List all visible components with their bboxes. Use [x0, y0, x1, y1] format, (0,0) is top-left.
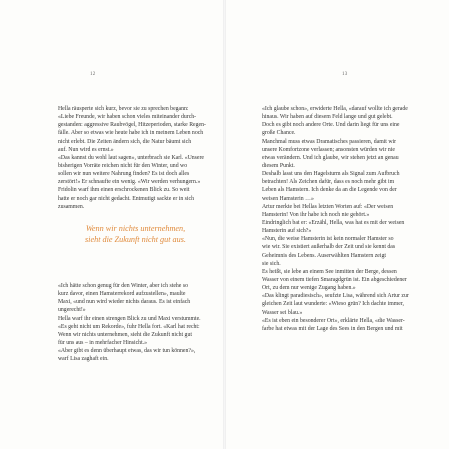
text-line: etwas verändern. Und ich glaube, wir stehen jetzt an genau — [262, 154, 399, 161]
text-line: auf. Nun wird es ernst.» — [58, 146, 114, 153]
pull-quote-line: Wenn wir nichts unternehmen, — [85, 224, 186, 233]
pull-quote — [58, 224, 213, 245]
text-line: für uns aus – in mehrfacher Hinsicht.» — [58, 339, 148, 346]
text-line: «Liebe Freunde, wir haben schon vieles miteinander durch- — [58, 114, 197, 121]
text-line: große Chance. — [262, 130, 296, 137]
text-line: «Das klingt paradiesisch», seufzte Lisa, während sich Artur zur — [262, 293, 409, 300]
text-line: warf Lisa zaghaft ein. — [58, 356, 109, 363]
text-line: «Das kannst du wohl laut sagen», unterbrach sie Karl. «Unsere — [58, 154, 205, 161]
text-line: sollen wir nun weitere Nahrung finden? Es ist doch alles — [58, 171, 190, 178]
text-line: diesem Punkt. — [262, 162, 295, 169]
text-line: Leben als Hamstern. Ich denke da an die Legende von der — [262, 187, 397, 194]
text-line: unsere Komfortzone verlassen; ansonsten würden wir nie — [262, 146, 395, 153]
text-line: «Es ist eben ein besonderer Ort», erklärte Hella, «die Wasser- — [262, 317, 405, 324]
text-line: weisen Hamsterin …» — [262, 195, 314, 202]
text-line: zusammen. — [58, 203, 85, 210]
text-line: Hamsterin auf sich?» — [262, 228, 312, 235]
text-line: Fridolin warf ihm einen erschrockenen Blick zu. So weit — [58, 187, 190, 194]
text-line: bisherigen Vorräte reichen nicht für den Winter, und wo — [58, 162, 188, 169]
text-line: Wenn wir nichts unternehmen, sieht die Zukunft nicht gut — [58, 331, 192, 338]
text-line: zerstört!» Er schnaufte ein wenig. «Wir werden verhungern.» — [58, 179, 201, 186]
body-text — [262, 105, 422, 333]
text-line: Ort, zu dem nur wenige Zugang haben.» — [262, 285, 356, 292]
text-line: fälle. Aber so etwas wie heute habe ich in meinem Leben noch — [58, 130, 204, 137]
right-page — [226, 0, 449, 449]
text-line: wie wir. Sie existiert außerhalb der Zeit und sie kennt das — [262, 244, 396, 251]
text-line: Maxi, «und nun wird wieder nichts daraus. Es ist einfach — [58, 299, 191, 306]
body-text-block-1 — [58, 105, 213, 211]
page-number: 13 — [342, 72, 348, 77]
text-line: «Aber gibt es denn überhaupt etwas, das wir tun können?», — [58, 348, 196, 355]
body-text-block-2 — [58, 282, 213, 363]
text-line: Hella räusperte sich kurz, bevor sie zu sprechen begann: — [58, 106, 189, 112]
text-line: kurz davor, einen Hamsterrekord aufzustellen», maulte — [58, 291, 186, 298]
text-line: Es heißt, sie lebe an einem See inmitten der Berge, dessen — [262, 268, 397, 275]
text-line: farbe hat etwas mit der Lage des Sees in den Bergen und mit — [262, 325, 403, 332]
text-line: Hamsterin! Von ihr habe ich noch nie gehört.» — [262, 211, 370, 218]
text-line: Eindringlich bat er: «Erzähl, Hella, was hat es mit der weisen — [262, 219, 405, 226]
text-line: Geheimnis des Lebens. Auserwählten Hamstern zeigt — [262, 252, 386, 259]
text-line: betrachten! Als Zeichen dafür, dass es noch mehr gibt im — [262, 179, 395, 186]
text-line: Artur merkte bei Hellas letzten Worten auf: «Der weisen — [262, 203, 394, 210]
text-line: sie sich. — [262, 260, 281, 267]
text-line: Manchmal muss etwas Dramatisches passieren, damit wir — [262, 138, 397, 145]
text-line: Wasser von einem tiefen Smaragdgrün ist. Ein abgeschiedener — [262, 276, 407, 283]
text-line: Deshalb lasst uns den Hagelsturm als Signal zum Aufbruch — [262, 171, 400, 178]
text-line: «Ich hätte schon genug für den Winter, aber ich stehe so — [58, 283, 188, 289]
text-line: ungerecht!» — [58, 307, 86, 314]
text-line: hatte er noch gar nicht gedacht. Entmutigt sackte er in sich — [58, 195, 195, 202]
text-line: gleichen Zeit laut wunderte: «Wieso grün? Ich dachte immer, — [262, 301, 404, 308]
left-page — [0, 0, 223, 449]
text-line: gestanden: aggressive Raubvögel, Hitzeperioden, starke Regen- — [58, 122, 206, 129]
text-line: Wasser sei blau.» — [262, 309, 303, 316]
text-line: Hella warf ihr einen strengen Blick zu und Maxi verstummte. — [58, 315, 201, 322]
text-line: «Ich glaube schon», erwiderte Hella, «darauf wollte ich gerade — [262, 106, 408, 112]
text-line: hinaus. Wir haben auf diesem Feld lange und gut gelebt. — [262, 114, 393, 121]
text-line: «Es geht nicht um Rekorde», fuhr Hella fort. «Karl hat recht: — [58, 323, 200, 330]
text-line: «Nun, die weise Hamsterin ist kein normaler Hamster so — [262, 236, 394, 243]
pull-quote-line: sieht die Zukunft nicht gut aus. — [85, 234, 186, 244]
page-number: 12 — [90, 72, 96, 77]
text-line: nicht erlebt. Die Zeiten ändern sich, die Natur bäumt sich — [58, 138, 192, 145]
text-line: Doch es gibt noch andere Orte. Und darin liegt für uns eine — [262, 122, 400, 129]
